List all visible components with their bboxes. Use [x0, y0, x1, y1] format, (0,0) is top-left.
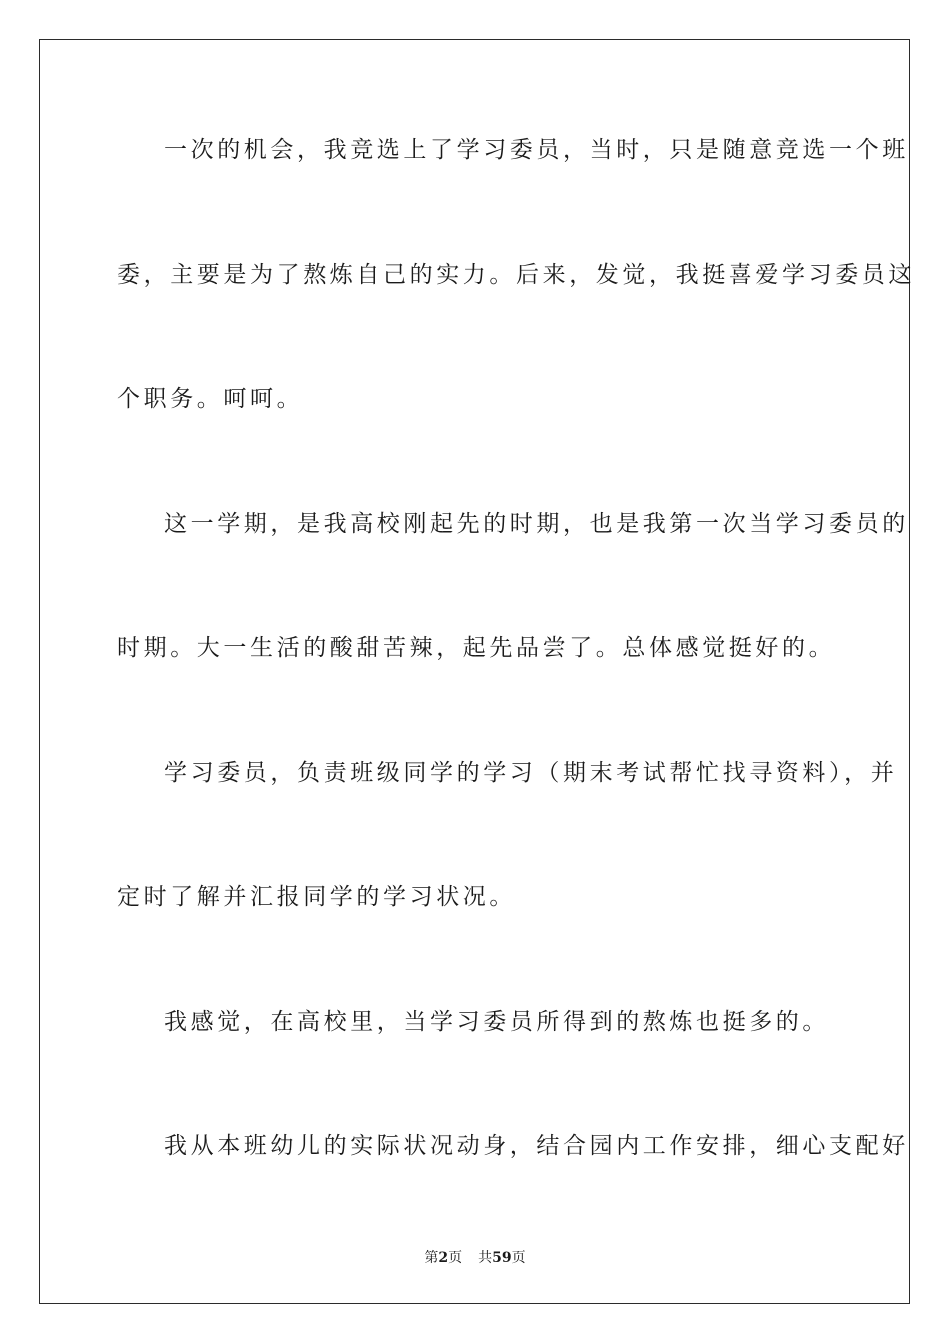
footer-total-unit: 页 — [511, 1250, 526, 1266]
page-border — [39, 39, 915, 1304]
text-line-2: 委，主要是为了熬炼自己的实力。后来，发觉，我挺喜爱学习委员这 — [117, 262, 915, 288]
text-line-3: 个职务。呵呵。 — [117, 386, 304, 412]
footer-total-prefix: 共 — [478, 1250, 493, 1266]
footer-total-pages: 59 — [492, 1250, 512, 1266]
text-line-5: 时期。大一生活的酸甜苦辣，起先品尝了。总体感觉挺好的。 — [117, 635, 836, 661]
text-line-4: 这一学期，是我高校刚起先的时期，也是我第一次当学习委员的 — [164, 511, 909, 537]
footer-page-prefix: 第 — [424, 1250, 439, 1266]
footer-page-number: 2 — [438, 1250, 449, 1266]
text-line-7: 定时了解并汇报同学的学习状况。 — [117, 884, 516, 910]
text-line-8: 我感觉，在高校里，当学习委员所得到的熬炼也挺多的。 — [164, 1009, 829, 1035]
text-line-6: 学习委员，负责班级同学的学习（期末考试帮忙找寻资料），并 — [164, 760, 898, 786]
text-line-9: 我从本班幼儿的实际状况动身，结合园内工作安排，细心支配好 — [164, 1133, 909, 1159]
text-line-1: 一次的机会，我竞选上了学习委员，当时，只是随意竞选一个班 — [164, 137, 909, 163]
footer-page-unit: 页 — [448, 1250, 463, 1266]
page-footer — [0, 1247, 950, 1267]
